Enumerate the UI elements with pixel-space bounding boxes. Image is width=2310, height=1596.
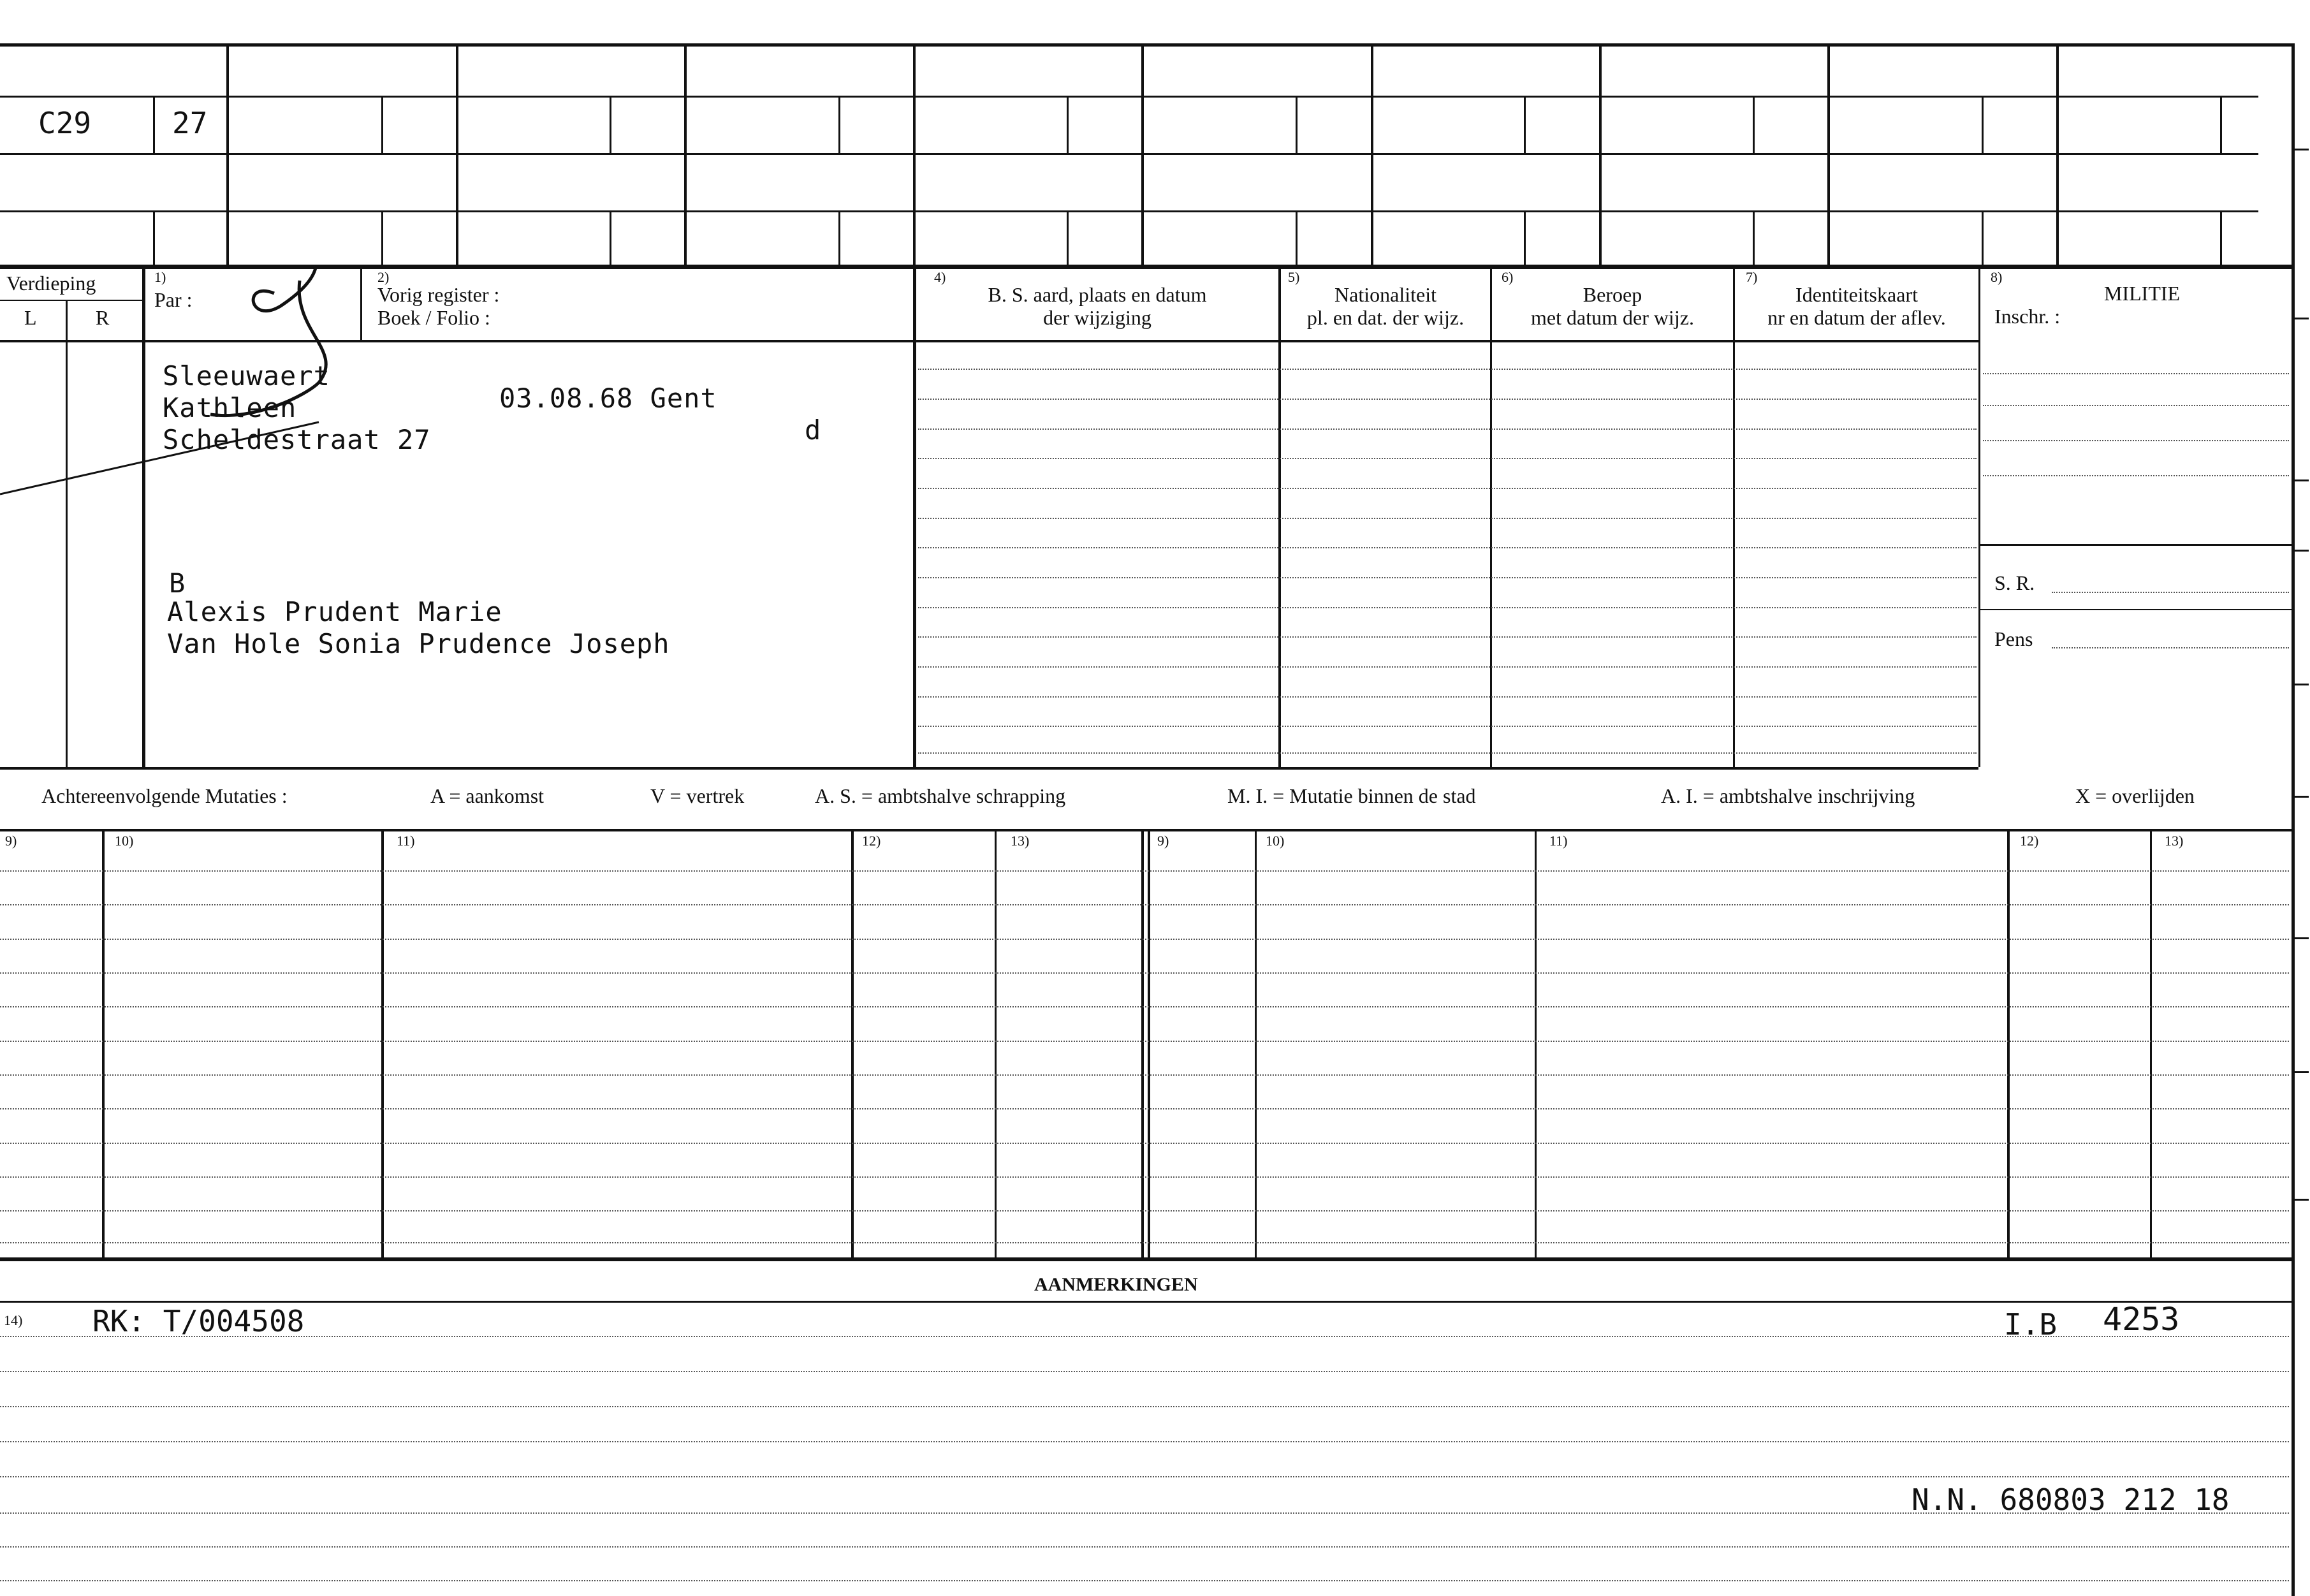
par-label: Par : xyxy=(154,288,193,311)
aanmerking-nn: N.N. 680803 212 18 xyxy=(1912,1483,2230,1517)
col-l-label: L xyxy=(24,306,37,329)
beroep-header-line2: met datum der wijz. xyxy=(1531,306,1694,329)
identiteitskaart-header-line2: nr en datum der aflev. xyxy=(1767,306,1946,329)
col-num-1: 1) xyxy=(154,269,166,285)
mut-right-col-10: 10) xyxy=(1266,833,1285,849)
sr-label: S. R. xyxy=(1994,571,2035,594)
legend-vertrek: V = vertrek xyxy=(650,784,745,807)
person-mark-d: d xyxy=(805,414,822,446)
person-firstname: Kathleen xyxy=(163,392,297,423)
militie-label: MILITIE xyxy=(2104,282,2181,305)
identiteitskaart-header-line1: Identiteitskaart xyxy=(1795,283,1918,306)
col-r-label: R xyxy=(96,306,110,329)
mut-right-col-13: 13) xyxy=(2165,833,2184,849)
person-birth: 03.08.68 Gent xyxy=(499,383,717,414)
nationaliteit-header-line1: Nationaliteit xyxy=(1334,283,1436,306)
mut-left-col-12: 12) xyxy=(862,833,881,849)
person-father: Alexis Prudent Marie xyxy=(167,596,502,627)
person-mother: Van Hole Sonia Prudence Joseph xyxy=(167,628,670,659)
col-num-5: 5) xyxy=(1288,269,1300,285)
aanmerkingen-title: AANMERKINGEN xyxy=(1034,1274,1198,1295)
nationaliteit-header-line2: pl. en dat. der wijz. xyxy=(1306,306,1465,329)
mut-right-col-9: 9) xyxy=(1157,833,1169,849)
mut-right-col-12: 12) xyxy=(2020,833,2039,849)
person-address: Scheldestraat 27 xyxy=(163,424,431,455)
beroep-header-line1: Beroep xyxy=(1583,283,1642,306)
aanmerking-ib-number: 4253 xyxy=(2103,1301,2180,1338)
mut-left-col-11: 11) xyxy=(397,833,415,849)
aanmerking-rk: RK: T/004508 xyxy=(92,1304,305,1338)
boek-folio-label: Boek / Folio : xyxy=(377,306,490,329)
col-num-14: 14) xyxy=(4,1312,23,1328)
mut-right-col-11: 11) xyxy=(1549,833,1568,849)
mut-left-col-9: 9) xyxy=(5,833,17,849)
pens-label: Pens xyxy=(1994,627,2033,650)
person-b-label: B xyxy=(169,567,186,599)
legend-mutatie-binnen-stad: M. I. = Mutatie binnen de stad xyxy=(1227,784,1476,807)
verdieping-label: Verdieping xyxy=(6,272,96,295)
top-cell-27: 27 xyxy=(172,106,208,140)
col-num-7b: 7) xyxy=(1746,269,1758,285)
legend-overlijden: X = overlijden xyxy=(2075,784,2195,807)
mut-left-col-13: 13) xyxy=(1011,833,1030,849)
person-surname: Sleeuwaert xyxy=(163,360,330,392)
legend-ambtshalve-inschrijving: A. I. = ambtshalve inschrijving xyxy=(1661,784,1915,807)
top-cell-c29: C29 xyxy=(38,106,92,140)
mutaties-title: Achtereenvolgende Mutaties : xyxy=(41,784,288,807)
legend-aankomst: A = aankomst xyxy=(430,784,545,807)
legend-ambtshalve-schrapping: A. S. = ambtshalve schrapping xyxy=(815,784,1066,807)
col-num-2: 2) xyxy=(377,269,390,285)
mut-left-col-10: 10) xyxy=(115,833,134,849)
col-num-4: 4) xyxy=(934,269,946,285)
col-num-8: 8) xyxy=(1991,269,2003,285)
col-num-6: 6) xyxy=(1502,269,1514,285)
vorig-register-label: Vorig register : xyxy=(377,283,500,306)
aanmerking-ib: I.B xyxy=(2004,1307,2058,1342)
bs-header-line2: der wijziging xyxy=(1043,306,1151,329)
inschr-label: Inschr. : xyxy=(1994,305,2061,328)
bs-header-line1: B. S. aard, plaats en datum xyxy=(988,283,1207,306)
